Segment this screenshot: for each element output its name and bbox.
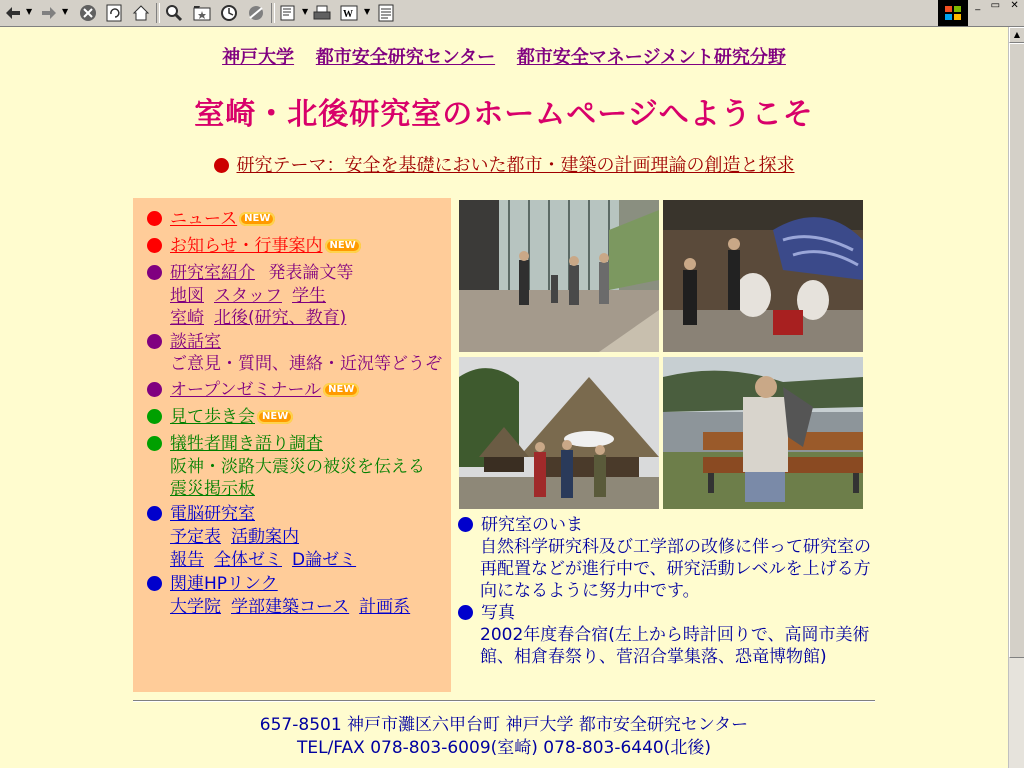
bullet-icon — [214, 158, 229, 173]
talk-link[interactable]: 談話室 — [170, 332, 221, 352]
status-heading — [458, 514, 583, 536]
window-controls — [970, 0, 1024, 14]
students-link[interactable]: 学生 — [292, 286, 326, 306]
menu-item-elab — [147, 503, 255, 525]
murosaki-link[interactable]: 室崎 — [170, 308, 204, 328]
edit-icon[interactable] — [338, 2, 360, 24]
menu-item-seminar — [147, 379, 359, 401]
back-icon[interactable] — [2, 2, 24, 24]
quake-board-link[interactable]: 震災掲示板 — [170, 479, 255, 499]
planning-link[interactable]: 計画系 — [359, 597, 411, 617]
toolbar-separator — [271, 3, 275, 23]
nav-link-kobe-university[interactable]: 神戸大学 — [222, 47, 295, 68]
menu-item-talk — [147, 331, 221, 353]
new-badge-icon: NEW — [257, 410, 293, 424]
browser-toolbar — [0, 0, 1024, 27]
bullet-icon — [147, 382, 162, 397]
windows-logo-icon — [938, 0, 968, 26]
bullet-icon — [458, 517, 473, 532]
bullet-icon — [147, 576, 162, 591]
graduate-school-link[interactable]: 大学院 — [170, 597, 221, 617]
forward-icon[interactable] — [38, 2, 60, 24]
minimize-icon[interactable]: _ — [975, 0, 981, 11]
bullet-icon — [147, 334, 162, 349]
intro-link[interactable]: 研究室紹介 — [170, 263, 255, 283]
bullet-icon — [147, 265, 162, 280]
top-navigation — [0, 43, 1008, 69]
nav-link-management-division[interactable]: 都市安全マネージメント研究分野 — [516, 47, 786, 68]
elab-link[interactable]: 電脳研究室 — [170, 504, 255, 524]
new-badge-icon: NEW — [325, 239, 361, 253]
activity-link[interactable]: 活動案内 — [231, 527, 299, 547]
research-theme-link[interactable]: 研究テーマ：安全を基礎においた都市・建築の計画理論の創造と探求 — [236, 155, 795, 176]
print-icon[interactable] — [311, 2, 333, 24]
menu-item-notice — [147, 235, 361, 257]
stop-icon[interactable] — [77, 2, 99, 24]
links-sublinks — [170, 596, 420, 618]
photo-gassho-village[interactable] — [459, 357, 659, 509]
mail-dropdown-icon[interactable]: ▼ — [302, 7, 309, 16]
talk-note — [170, 353, 442, 375]
page-content — [0, 27, 1008, 768]
menu-item-links — [147, 573, 278, 595]
photos-body: 2002年度春合宿(左上から時計回りで、高岡市美術館、相倉春祭り、菅沼合掌集落、恐竜博物館) — [480, 625, 870, 667]
discuss-icon[interactable] — [375, 2, 397, 24]
seminar-link[interactable]: オープンゼミナール — [170, 380, 322, 400]
footer-tel: TEL/FAX 078-803-6009(室崎) 078-803-6440(北後) — [296, 738, 711, 758]
status-heading-text: 研究室のいま — [481, 515, 583, 535]
vertical-scrollbar[interactable] — [1008, 27, 1024, 768]
home-icon[interactable] — [130, 2, 152, 24]
bullet-icon — [458, 605, 473, 620]
favorites-icon[interactable] — [191, 2, 213, 24]
scroll-thumb[interactable] — [1009, 43, 1024, 658]
photo-spring-festival[interactable] — [663, 200, 863, 352]
survey-note-text: 阪神・淡路大震災の被災を伝える — [170, 457, 425, 477]
bullet-icon — [147, 409, 162, 424]
intro-note: 発表論文等 — [268, 263, 354, 283]
menu-item-walk — [147, 406, 293, 428]
channels-icon[interactable] — [245, 2, 267, 24]
edit-dropdown-icon[interactable]: ▼ — [364, 7, 371, 16]
page-title: 室崎・北後研究室のホームページへようこそ — [194, 97, 814, 132]
survey-link[interactable]: 犠牲者聞き語り調査 — [170, 434, 323, 454]
elab-sublinks-1 — [170, 526, 309, 548]
new-badge-icon: NEW — [239, 212, 275, 226]
talk-note-text: ご意見・質問、連絡・近況等どうぞ — [170, 354, 442, 374]
elab-sublinks-2 — [170, 549, 366, 571]
nav-link-research-center[interactable]: 都市安全研究センター — [315, 47, 496, 68]
hokugo-link[interactable]: 北後(研究、教育) — [214, 308, 347, 328]
intro-sublinks-2 — [170, 307, 356, 329]
close-icon[interactable]: ✕ — [1010, 0, 1019, 11]
map-link[interactable]: 地図 — [170, 286, 204, 306]
bullet-icon — [147, 211, 162, 226]
d-seminar-link[interactable]: D論ゼミ — [292, 550, 357, 570]
mail-icon[interactable] — [278, 2, 300, 24]
search-icon[interactable] — [163, 2, 185, 24]
research-theme — [0, 151, 1008, 177]
refresh-icon[interactable] — [103, 2, 125, 24]
restore-icon[interactable]: ▭ — [990, 0, 1001, 11]
scroll-up-icon[interactable]: ▲ — [1009, 27, 1024, 43]
svg-text:W: W — [343, 9, 353, 20]
photo-museum[interactable] — [459, 200, 659, 352]
history-icon[interactable] — [218, 2, 240, 24]
survey-note — [170, 456, 425, 478]
bullet-icon — [147, 506, 162, 521]
back-dropdown-icon[interactable]: ▼ — [26, 7, 33, 16]
toolbar-separator — [156, 3, 160, 23]
bullet-icon — [147, 238, 162, 253]
all-seminar-link[interactable]: 全体ゼミ — [214, 550, 282, 570]
status-body: 自然科学研究科及び工学部の改修に伴って研究室の再配置などが進行中で、研究活動レベルを上げる方向になるように努力中です。 — [480, 537, 871, 601]
bullet-icon — [147, 436, 162, 451]
forward-dropdown-icon[interactable]: ▼ — [62, 7, 69, 16]
photos-heading-text: 写真 — [481, 603, 515, 623]
menu-item-intro — [147, 262, 353, 284]
news-link[interactable]: ニュース — [170, 209, 238, 229]
divider — [133, 700, 875, 702]
walk-link[interactable]: 見て歩き会 — [170, 407, 255, 427]
side-menu — [133, 198, 451, 692]
architecture-course-link[interactable]: 学部建築コース — [231, 597, 350, 617]
report-link[interactable]: 報告 — [170, 550, 204, 570]
footer-address: 657-8501 神戸市灘区六甲台町 神戸大学 都市安全研究センター — [259, 715, 749, 735]
menu-item-news — [147, 208, 275, 230]
photo-dinosaur-museum[interactable] — [663, 357, 863, 509]
survey-sublink — [170, 478, 265, 500]
new-badge-icon: NEW — [323, 383, 359, 397]
photos-heading — [458, 602, 515, 624]
notice-link[interactable]: お知らせ・行事案内 — [170, 236, 323, 256]
related-links-link[interactable]: 関連HPリンク — [170, 574, 278, 594]
staff-link[interactable]: スタッフ — [214, 286, 282, 306]
schedule-link[interactable]: 予定表 — [170, 527, 221, 547]
intro-sublinks-1 — [170, 285, 336, 307]
menu-item-survey — [147, 433, 323, 455]
